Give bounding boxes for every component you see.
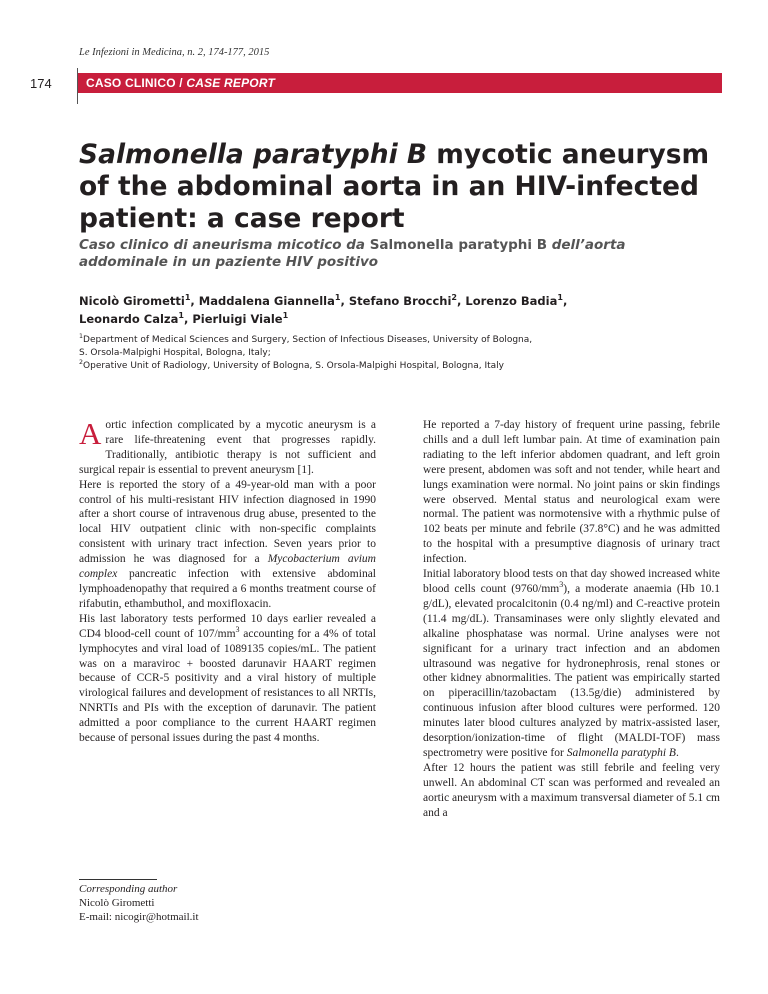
subtitle-part2: dell’aorta addominale in un paziente HIV positivo — [79, 237, 626, 270]
title-species: Salmonella paratyphi B — [79, 139, 428, 170]
affiliation-line: $^1$Department of Medical Sciences and Surgery, Section of Infectious Diseases, University of Bologna, — [79, 333, 533, 345]
corresponding-author — [79, 882, 199, 924]
author-name: Leonardo Calza — [79, 312, 179, 326]
subtitle-species: Salmonella paratyphi B — [369, 237, 548, 253]
corresponding-label: Corresponding author — [79, 883, 178, 895]
affiliation-line: $^2$Operative Unit of Radiology, University of Bologna, S. Orsola-Malpighi Hospital, Bologna, Italy — [79, 359, 504, 372]
author-name: Pierluigi Viale — [192, 312, 283, 326]
body-column-right — [423, 418, 720, 820]
paragraph: Aortic infection complicated by a mycotic aneurysm is a rare life-threatening event that progresses rapidly. Traditionally, antibiotic therapy is not sufficient and surgical repair is essential to prevent aneurysm [1]. — [79, 416, 376, 476]
paragraph: After 12 hours the patient was still febrile and feeling very unwell. An abdominal CT scan was performed and revealed an aortic aneurysm with a maximum transversal diameter of 5.1 cm and a — [423, 761, 720, 819]
journal-reference: Le Infezioni in Medicina, n. 2, 174-177, 2015 — [79, 47, 270, 58]
paragraph: Initial laboratory blood tests on that day showed increased white blood cells count $(9760/mm^3)$, a moderate anaemia (Hb 10.1 g/dL), elevated procalcitonin (0.4 ng/ml) and C-reactive protein (11.4 mg/dL). Transaminases were only slightly elevated and alkaline phosphatase was normal. Urine analyses were not significant for a urinary tract infection and an abdomen ultrasound was negative for hydronephrosis, renal stones or other kidney abnormalities. The patient was empirically started on piperacillin/tazobactam (13.5g/die) administered by continuous infusion after blood cultures were performed. 120 minutes later blood cultures analyzed by matrix-assisted laser, desorption/ionization-time of flight (MALDI-TOF) mass spectrometry were positive for Salmonella paratyphi B. — [423, 568, 720, 759]
author-name: Stefano Brocchi — [348, 294, 452, 308]
section-label-italic: CASE REPORT — [186, 76, 276, 90]
article-subtitle — [79, 237, 719, 271]
article-title — [79, 139, 719, 235]
affiliations — [79, 334, 719, 374]
corresponding-email: E-mail: nicogir@hotmail.it — [79, 911, 199, 923]
drop-cap: A — [79, 416, 102, 451]
author-list: Nicolò Girometti$^1$, Maddalena Giannella$^1$, Stefano Brocchi$^2$, Lorenzo Badia$^1$, Leonardo Calza$^1$, Pierluigi Viale$^1$ — [79, 293, 568, 326]
paragraph: His last laboratory tests performed 10 days earlier revealed a CD4 blood-cell count of $107/mm^3$ accounting for a 4% of total lymphocytes and viral load of 1089135 copies/mL. The patient was on a maraviroc + boosted darunavir HAART regimen because of CCR-5 positivity and a viral history of multiple virological failures and development of resistances to all NRTIs, NNRTIs and PIs with the exception of darunavir. The patient admitted a poor compliance to the current HAART regimen because of personal issues during the past 4 months. — [79, 612, 376, 745]
author-affiliation: 1 — [282, 311, 289, 321]
title-rest: mycotic aneurysm of the abdominal aorta in an HIV-infected patient: a case report — [79, 139, 710, 234]
author-affiliation: 1 — [334, 293, 341, 303]
author-affiliation: 1 — [184, 293, 191, 303]
subtitle-part1: Caso clinico di aneurisma micotico da — [79, 237, 370, 253]
page-number: 174 — [30, 76, 52, 91]
author-name: Nicolò Girometti — [79, 294, 185, 308]
paragraph: He reported a 7-day history of frequent urine passing, febrile chills and a dull left lumbar pain. At time of examination pain radiating to the left inferior abdomen quadrant, and left groin were present, abdomen was soft and not tender, while heart and lungs examination were normal. No joint pains or skin findings were observed. Mental status and neurological exam were normal. The patient was normotensive with a rhythmic pulse of 102 beats per minute and febrile (37.8°C) and he was admitted to the hospital with a presumptive diagnosis of urinary tract infection. — [423, 419, 720, 566]
section-band — [78, 73, 722, 93]
author-affiliation: 2 — [451, 293, 458, 303]
corresponding-name: Nicolò Girometti — [79, 897, 155, 909]
author-name: Maddalena Giannella — [198, 294, 335, 308]
footnote-rule — [79, 879, 157, 880]
author-affiliation: 1 — [557, 293, 563, 303]
affiliation-line: S. Orsola-Malpighi Hospital, Bologna, Italy; — [79, 348, 271, 359]
author-affiliation: 1 — [178, 311, 184, 321]
body-column-left — [79, 418, 376, 746]
section-label: CASO CLINICO / — [86, 76, 187, 90]
author-name: Lorenzo Badia — [465, 294, 558, 308]
paragraph: Here is reported the story of a 49-year-old man with a poor control of his multi-resistant HIV infection diagnosed in 1990 after a short course of intravenous drug abuse, presented to the local HIV outpatient clinic with non-specific complaints consistent with urinary tract infection. Seven years prior to admission he was diagnosed for a Mycobacterium avium complex pancreatic infection with extensive abdominal lymphoadenopathy that required a 6 months treatment course of rifabutin, ethambuthol, and moxifloxacin. — [79, 478, 376, 610]
